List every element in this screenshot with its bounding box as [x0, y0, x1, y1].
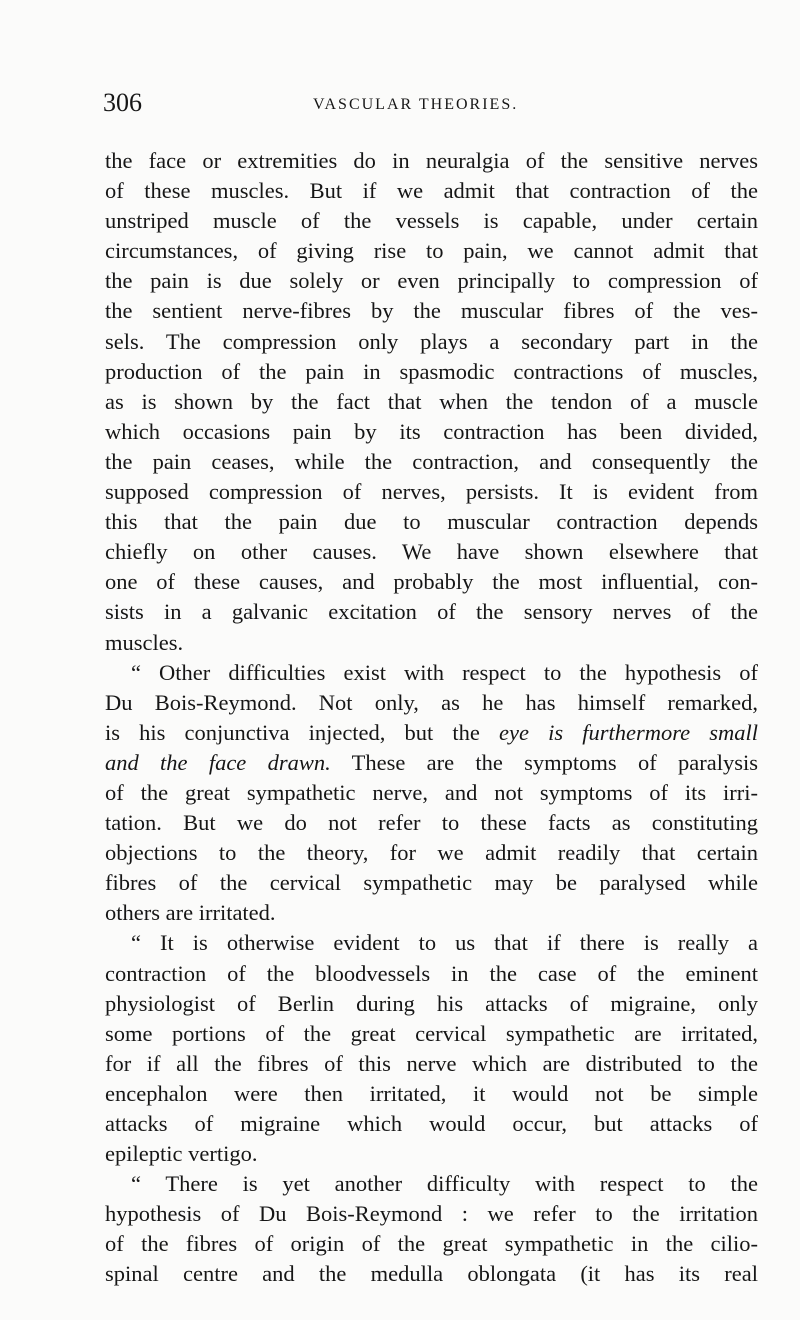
text-line: “ It is otherwise evident to us that if there is really a	[131, 930, 758, 956]
text-line: which occasions pain by its contraction has been divided,	[105, 418, 758, 444]
running-head: VASCULAR THEORIES.	[313, 96, 519, 113]
text-run: is his conjunctiva injected, but the	[105, 719, 500, 745]
text-line: chiefly on other causes. We have shown elsewhere that	[105, 539, 758, 565]
body-text	[105, 146, 758, 1290]
text-line: objections to the theory, for we admit readily that certain	[105, 840, 758, 866]
text-line: circumstances, of giving rise to pain, we cannot admit that	[105, 238, 758, 264]
text-line: as is shown by the fact that when the tendon of a muscle	[105, 388, 758, 414]
text-line: “ Other difficulties exist with respect to the hypothesis of	[131, 659, 758, 685]
text-line: Du Bois-Reymond. Not only, as he has himself remarked,	[105, 689, 758, 715]
text-line: others are irritated.	[105, 900, 276, 926]
text-line: muscles.	[105, 629, 184, 655]
text-line: of the great sympathetic nerve, and not symptoms of its irri-	[105, 779, 758, 805]
text-line: sels. The compression only plays a secondary part in the	[105, 328, 758, 354]
text-line: fibres of the cervical sympathetic may be paralysed while	[105, 870, 758, 896]
text-line: one of these causes, and probably the most influential, con-	[105, 569, 758, 595]
italic-phrase: and the face drawn.	[105, 749, 331, 775]
text-line: the pain ceases, while the contraction, and consequently the	[105, 448, 758, 474]
page-number: 306	[103, 88, 142, 117]
text-run: These are the symptoms of paralysis	[330, 749, 758, 775]
text-line: some portions of the great cervical sympathetic are irritated,	[105, 1020, 758, 1046]
text-line: this that the pain due to muscular contraction depends	[105, 509, 758, 535]
text-line: of these muscles. But if we admit that contraction of the	[105, 178, 758, 204]
text-line: supposed compression of nerves, persists. It is evident from	[105, 479, 758, 505]
text-line: the sentient nerve-fibres by the muscular fibres of the ves-	[105, 298, 758, 324]
text-line-with-italic	[105, 748, 758, 778]
text-line: spinal centre and the medulla oblongata (it has its real	[105, 1261, 758, 1287]
page-header	[103, 88, 758, 122]
text-line: encephalon were then irritated, it would not be simple	[105, 1080, 758, 1106]
text-line: for if all the fibres of this nerve which are distributed to the	[105, 1050, 758, 1076]
text-line: production of the pain in spasmodic contractions of muscles,	[105, 358, 758, 384]
text-line: unstriped muscle of the vessels is capable, under certain	[105, 208, 758, 234]
text-line: contraction of the bloodvessels in the case of the eminent	[105, 960, 758, 986]
text-line: sists in a galvanic excitation of the sensory nerves of the	[105, 599, 758, 625]
text-line-with-italic	[105, 718, 758, 748]
text-line: “ There is yet another difficulty with respect to the	[131, 1171, 758, 1197]
text-line: the face or extremities do in neuralgia of the sensitive nerves	[105, 148, 758, 173]
text-line: the pain is due solely or even principally to compression of	[105, 268, 758, 294]
text-line: attacks of migraine which would occur, but attacks of	[105, 1111, 758, 1136]
italic-phrase: eye is furthermore small	[499, 719, 758, 745]
text-line: tation. But we do not refer to these facts as constituting	[105, 810, 758, 836]
text-line: of the fibres of origin of the great sympathetic in the cilio-	[105, 1231, 758, 1257]
text-line: physiologist of Berlin during his attacks of migraine, only	[105, 990, 758, 1016]
text-line: epileptic vertigo.	[105, 1141, 258, 1167]
text-line: hypothesis of Du Bois-Reymond : we refer to the irritation	[105, 1201, 758, 1227]
